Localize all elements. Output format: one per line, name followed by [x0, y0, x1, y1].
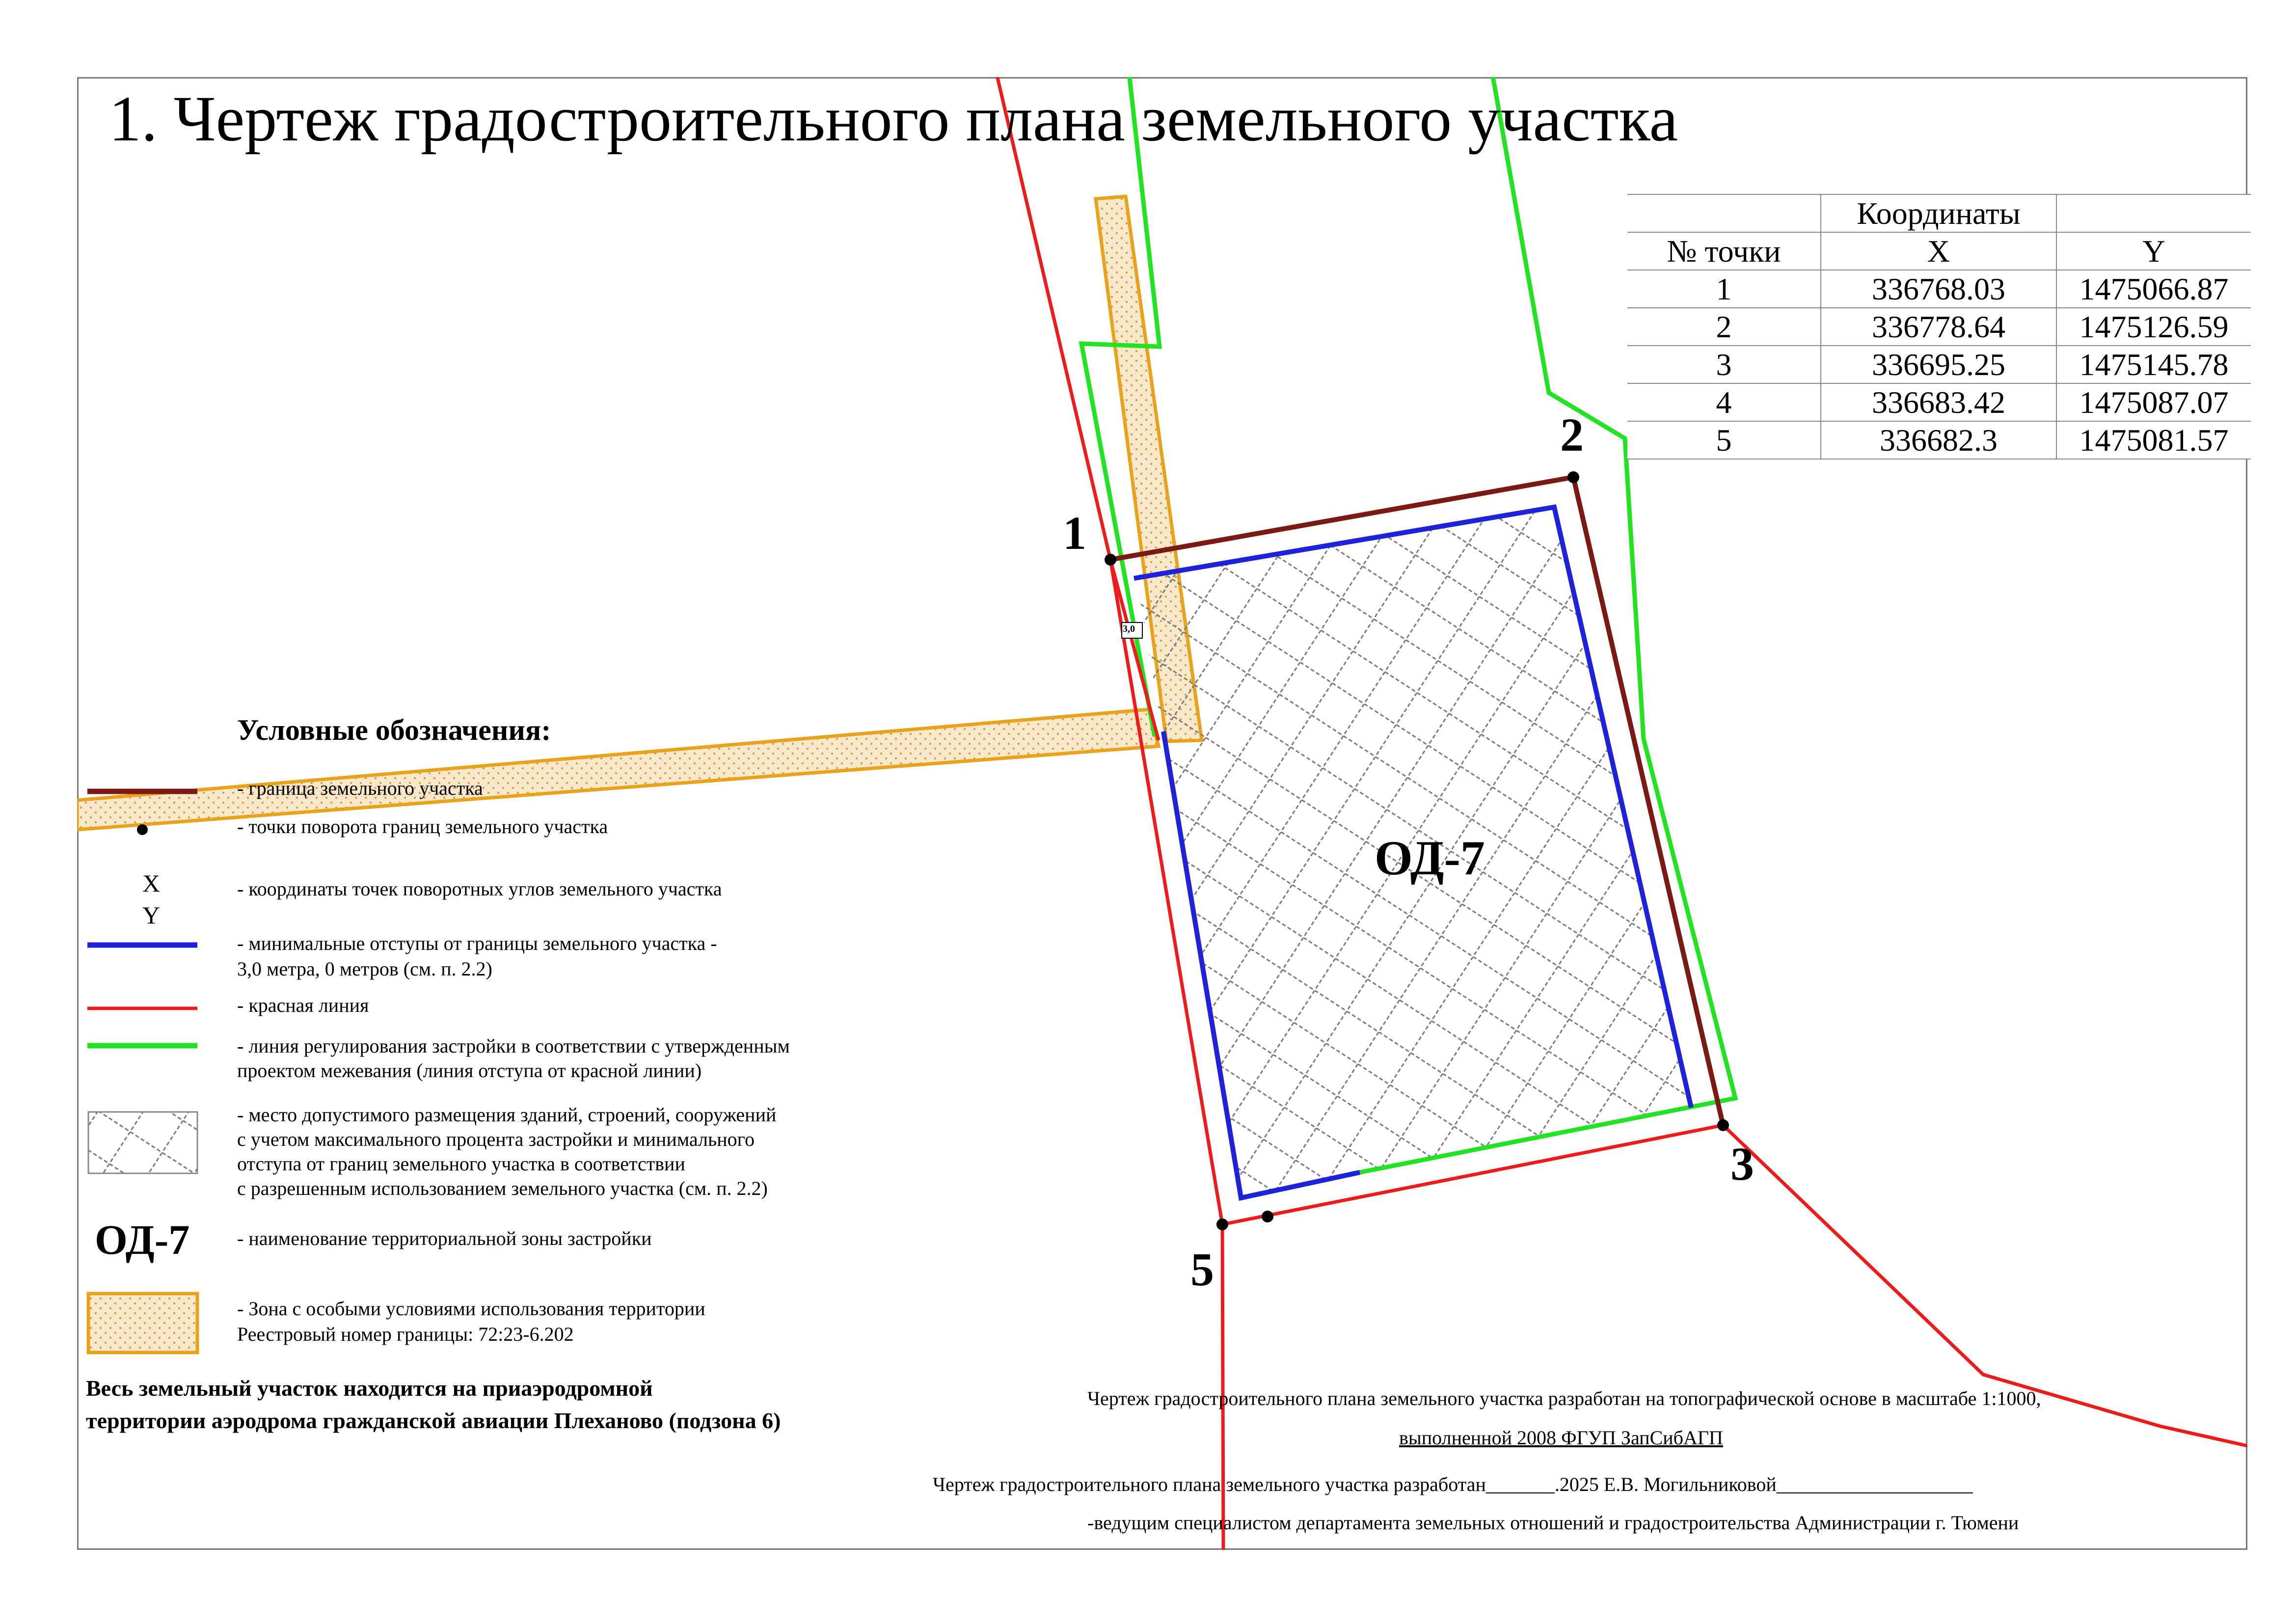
- legend-zone-text: - наименование территориальной зоны застройки: [237, 1227, 652, 1249]
- legend-y-symbol: Y: [142, 901, 161, 929]
- coordinates-table: [1627, 194, 2251, 460]
- point-3-label: 3: [1730, 1137, 1754, 1190]
- legend-building-text-4: с разрешенным использованием земельного участка (см. п. 2.2): [237, 1177, 768, 1199]
- cell-x: 336695.25: [1821, 346, 2056, 383]
- cell-x: 336778.64: [1821, 308, 2056, 346]
- legend-setback-text-2: 3,0 метра, 0 метров (см. п. 2.2): [237, 958, 492, 980]
- cell-point: 3: [1627, 346, 1821, 383]
- legend-special-text-1: - Зона с особыми условиями использования территории: [237, 1298, 705, 1320]
- point-2-marker: [1567, 471, 1579, 483]
- table-row: [1627, 270, 2251, 308]
- cell-x: 336683.42: [1821, 383, 2056, 421]
- cell-y: 1475087.07: [2056, 383, 2251, 421]
- aerodrome-note-line-2: территории аэродрома гражданской авиации Плеханово (подзона 6): [86, 1408, 781, 1433]
- legend-setback-text-1: - минимальные отступы от границы земельного участка -: [237, 932, 717, 954]
- footer-survey-org: выполненной 2008 ФГУП ЗапСибАГП: [1399, 1427, 1723, 1449]
- table-row: [1627, 421, 2251, 459]
- table-subheader-row: [1627, 232, 2251, 270]
- legend-boundary-text: - граница земельного участка: [237, 777, 483, 799]
- table-header-empty-right: [2056, 194, 2251, 232]
- legend-regulation-text-2: проектом межевания (линия отступа от красной линии): [237, 1059, 702, 1082]
- setback-value: 3,0: [1123, 623, 1135, 634]
- cell-point: 1: [1627, 270, 1821, 308]
- page-title: 1. Чертеж градостроительного плана земельного участка: [108, 82, 1678, 155]
- legend-special-text-2: Реестровый номер границы: 72:23-6.202: [237, 1323, 574, 1345]
- cell-y: 1475066.87: [2056, 270, 2251, 308]
- cell-x: 336768.03: [1821, 270, 2056, 308]
- table-header-group: Координаты: [1821, 194, 2056, 232]
- legend-building-area-symbol: [88, 1112, 197, 1173]
- point-4-marker: [1262, 1211, 1273, 1222]
- table-header-row: [1627, 194, 2251, 232]
- legend-points-text: - точки поворота границ земельного участка: [237, 815, 608, 838]
- col-x-header: X: [1821, 232, 2056, 270]
- legend-special-zone-symbol: [88, 1294, 197, 1353]
- legend-building-text-1: - место допустимого размещения зданий, строений, сооружений: [237, 1104, 777, 1126]
- point-1-label: 1: [1063, 507, 1086, 559]
- legend-building-text-2: с учетом максимального процента застройки и минимального: [237, 1128, 755, 1150]
- table-row: [1627, 383, 2251, 421]
- point-2-label: 2: [1560, 408, 1584, 461]
- legend-building-text-3: отступа от границ земельного участка в соответствии: [237, 1153, 685, 1175]
- cell-point: 2: [1627, 308, 1821, 346]
- legend-regulation-text-1: - линия регулирования застройки в соответствии с утвержденным: [237, 1035, 790, 1057]
- cell-y: 1475145.78: [2056, 346, 2251, 383]
- point-5-label: 5: [1190, 1243, 1214, 1296]
- cell-x: 336682.3: [1821, 421, 2056, 459]
- table-row: [1627, 308, 2251, 346]
- point-1-marker: [1105, 554, 1116, 566]
- legend-point-symbol: [137, 824, 148, 835]
- point-5-marker: [1216, 1218, 1228, 1230]
- footer-author-position: -ведущим специалистом департамента земельных отношений и градостроительства Администрации г. Тюмени: [1087, 1512, 2019, 1534]
- footer-scale-note: Чертеж градостроительного плана земельного участка разработан на топографической основе в масштабе 1:1000,: [1087, 1387, 2041, 1409]
- footer-author-line: Чертеж градостроительного плана земельного участка разработан_______.2025 Е.В. Могильниковой____________________: [933, 1473, 1973, 1495]
- legend-red-line-text: - красная линия: [237, 994, 369, 1016]
- col-y-header: Y: [2056, 232, 2251, 270]
- cell-point: 4: [1627, 383, 1821, 421]
- aerodrome-note-line-1: Весь земельный участок находится на приаэродромной: [86, 1376, 653, 1401]
- legend-zone-symbol: ОД-7: [95, 1216, 190, 1263]
- legend-x-symbol: X: [142, 869, 161, 897]
- legend-title: Условные обозначения:: [237, 714, 551, 746]
- col-point-header: № точки: [1627, 232, 1821, 270]
- zone-label: ОД-7: [1375, 831, 1485, 885]
- cell-point: 5: [1627, 421, 1821, 459]
- legend-coords-text: - координаты точек поворотных углов земельного участка: [237, 878, 722, 900]
- table-header-empty: [1627, 194, 1821, 232]
- cell-y: 1475126.59: [2056, 308, 2251, 346]
- cell-y: 1475081.57: [2056, 421, 2251, 459]
- aerodrome-note: [86, 1372, 781, 1437]
- point-3-marker: [1717, 1119, 1729, 1131]
- table-row: [1627, 346, 2251, 383]
